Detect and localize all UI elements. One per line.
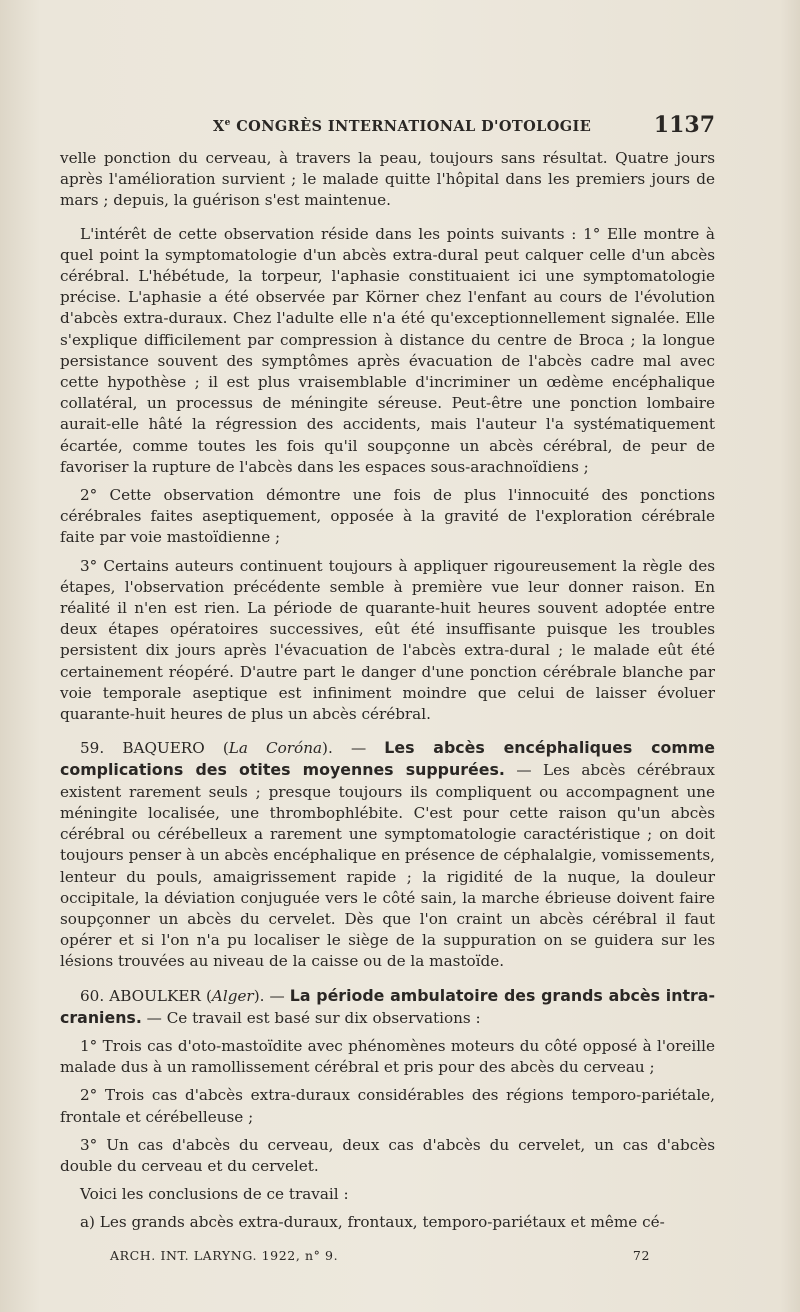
congress-ordinal: X [213, 118, 225, 135]
paragraph-point-3: 3° Certains auteurs continuent toujours à appliquer rigoureusement la règle des étapes, l'observation précédente semble à première vue leur donner raison. En réalité il n'en est rien. La période de quarante-huit heures souvent adoptée entre deux étapes opératoires successives, eût été insuffisante puisque les troubles persistent dix jours après l'évacuation de l'abcès extra-dural ; le malade eût été certainement réopéré. D'autre part le danger d'une ponction cérébrale blanche par voie temporale aseptique est infiniment moindre que celui de laisser évoluer quarante-huit heures de plus un abcès cérébral. [60, 556, 715, 724]
sheet-number: 72 [632, 1248, 650, 1263]
page-header [60, 112, 715, 142]
page-footer [110, 1248, 650, 1270]
abstract-author: BAQUERO [122, 739, 205, 758]
list-item: 1° Trois cas d'oto-mastoïdite avec phénomènes moteurs du côté opposé à l'oreille malade dus à un ramollissement cérébral et pris pour des abcès du cerveau ; [60, 1036, 715, 1077]
congress-ordinal-sup: e [224, 118, 231, 129]
list-item: 2° Trois cas d'abcès extra-duraux considérables des régions temporo-pariétale, frontale et cérébelleuse ; [60, 1086, 715, 1126]
abstract-source: La Coróna [228, 739, 323, 758]
abstract-intro: Ce travail est basé sur dix observations : [166, 1008, 481, 1027]
abstract-author: ABOULKER [109, 986, 201, 1005]
running-head [213, 118, 591, 135]
abstract-59: 59. BAQUERO (La Coróna). — Les abcès encéphaliques comme complications des otites moyennes suppurées. — Les abcès cérébraux existent rarement seuls ; presque toujours ils compliquent ou accompagnent une méningite localisée, une thrombophlébite. C'est pour cette raison qu'un abcès cérébral ou cérébelleux a rarement une symptomatologie caractéristique ; on doit toujours penser à un abcès encéphalique en présence de céphalalgie, vomissements, lenteur du pouls, amaigrissement rapide ; la rigidité de la nuque, la douleur occipitale, la déviation conjuguée vers le côté sain, la marche ébrieuse doivent faire soupçonner un abcès du cervelet. Dès que l'on craint un abcès cérébral il faut opérer et si l'on n'a pu localiser le siège de la suppuration on se guidera sur les lésions trouvées au niveau de la caisse ou de la mastoïde. [60, 738, 716, 971]
abstract-title: La période ambulatoire des grands abcès intra-craniens. [60, 985, 716, 1027]
abstract-title: Les abcès encéphaliques comme complications des otites moyennes suppurées. [60, 738, 715, 780]
abstract-source: Alger [211, 986, 254, 1005]
abstract-body: Les abcès cérébraux existent rarement seuls ; presque toujours ils compliquent ou accompagnent une méningite localisée, une thrombophlébite. C'est pour cette raison qu'un abcès cérébral ou cérébelleux a rarement une symptomatologie caractéristique ; on doit toujours penser à un abcès encéphalique en présence de céphalalgie, vomissements, lenteur du pouls, amaigrissement rapide ; la rigidité de la nuque, la douleur occipitale, la déviation conjuguée vers le côté sain, la marche ébrieuse doivent faire soupçonner un abcès du cervelet. Dès que l'on craint un abcès cérébral il faut opérer et si l'on n'a pu localiser le siège de la suppuration on se guidera sur les lésions trouvées au niveau de la caisse ou de la mastoïde. [60, 761, 716, 971]
abstract-60: 60. ABOULKER (Alger). — La période ambulatoire des grands abcès intra-craniens. — Ce travail est basé sur dix observations : [60, 985, 716, 1027]
list-item: 3° Un cas d'abcès du cerveau, deux cas d'abcès du cervelet, un cas d'abcès double du cerveau et du cervelet. [60, 1135, 715, 1175]
conclusion-a: a) Les grands abcès extra-duraux, frontaux, temporo-pariétaux et même cé- [80, 1213, 665, 1232]
conclusions-intro: Voici les conclusions de ce travail : [80, 1185, 349, 1204]
running-head-title: CONGRÈS INTERNATIONAL D'OTOLOGIE [230, 118, 592, 135]
page-number: 1137 [653, 112, 715, 138]
paragraph-continuation: velle ponction du cerveau, à travers la peau, toujours sans résultat. Quatre jours après l'amélioration survient ; le malade quitte l'hôpital dans les premiers jours de mars ; depuis, la guérison s'est maintenue. [60, 149, 715, 210]
body-text [60, 148, 715, 1241]
abstract-number: 59. [80, 739, 105, 758]
paragraph-point-2: 2° Cette observation démontre une fois de plus l'innocuité des ponctions cérébrales faites aseptiquement, opposée à la gravité de l'exploration cérébrale faite par voie mastoïdienne ; [60, 486, 715, 547]
abstract-number: 60. [80, 986, 105, 1005]
paragraph-interest: L'intérêt de cette observation réside dans les points suivants : 1° Elle montre à quel point la symptomatologie d'un abcès extra-dural peut calquer celle d'un abcès cérébral. L'hébétude, la torpeur, l'aphasie constituaient ici une symptomatologie précise. L'aphasie a été observée par Körner chez l'enfant au cours de l'évolution d'abcès extra-duraux. Chez l'adulte elle n'a été qu'exceptionnellement signalée. Elle s'explique difficilement par compression à distance du centre de Broca ; la longue persistance souvent des symptômes après évacuation de l'abcès cadre mal avec cette hypothèse ; il est plus vraisemblable d'incriminer un œdème encéphalique collatéral, un processus de méningite séreuse. Peut-être une ponction lombaire aurait-elle hâté la régression des accidents, mais l'auteur l'a systématiquement écartée, comme toutes les fois qu'il soupçonne un abcès cérébral, de peur de favoriser la rupture de l'abcès dans les espaces sous-arachnoïdiens ; [60, 224, 715, 476]
journal-reference: ARCH. INT. LARYNG. 1922, n° 9. [110, 1248, 339, 1263]
